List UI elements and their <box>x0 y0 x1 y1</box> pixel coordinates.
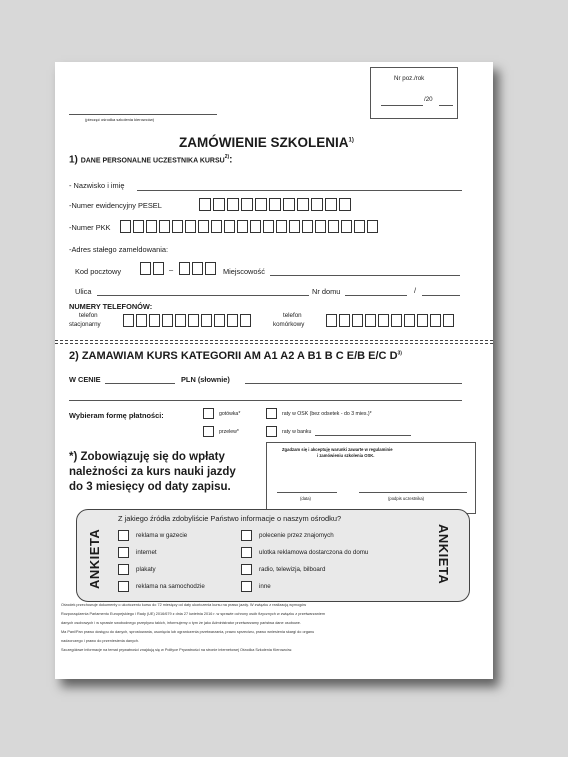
nr-year: /20 <box>424 96 433 103</box>
pkk-label: -Numer PKK <box>69 223 111 232</box>
city-field[interactable] <box>270 275 460 276</box>
survey-car-ad-label: reklama na samochodzie <box>136 583 205 590</box>
street-field[interactable] <box>97 295 309 296</box>
phones-heading: NUMERY TELEFONÓW: <box>69 302 153 311</box>
survey-friends-checkbox[interactable] <box>241 530 252 541</box>
nr-line <box>381 105 423 106</box>
payment-label: Wybieram formę płatności: <box>69 411 164 420</box>
consent-text-2: i zamówieniu szkolenia OSK. <box>317 453 375 458</box>
footer-line-4: Ma Pani/Pan prawo dostępu do danych, sprostowania, usunięcia lub ograniczenia przetwarzania, prawo sprzeciwu, prawo wniesienia skargi do organu <box>61 630 315 634</box>
house-number-field[interactable] <box>345 295 407 296</box>
pkk-field[interactable] <box>120 220 380 233</box>
survey-other-checkbox[interactable] <box>241 581 252 592</box>
footer-line-6: Szczegółowe informacje na temat prywatności znajdują się w Polityce Prywatności na stronie internetowej Ośrodka Szkolenia Kierowców. <box>61 648 293 652</box>
form-title: ZAMÓWIENIE SZKOLENIA$^{1)}$ <box>179 135 354 150</box>
pay-bank-installments-label: raty w banku <box>282 429 312 435</box>
survey-internet-label: internet <box>136 549 157 556</box>
pesel-label: -Numer ewidencyjny PESEL <box>69 201 162 210</box>
commitment-line-1: *) Zobowiązuję się do wpłaty <box>69 451 225 463</box>
section2-heading: 2) ZAMAWIAM KURS KATEGORII AM A1 A2 A B1 B C E/B E/C $D^{3)}$ <box>69 350 402 362</box>
survey-internet-checkbox[interactable] <box>118 547 129 558</box>
pay-transfer-checkbox[interactable] <box>203 426 214 437</box>
commitment-line-3: do 3 miesięcy od daty zapisu. <box>69 481 231 493</box>
survey-car-ad-checkbox[interactable] <box>118 581 129 592</box>
category-eb[interactable]: E/B <box>346 350 366 362</box>
pay-bank-installments-checkbox[interactable] <box>266 426 277 437</box>
postal-code-part2[interactable] <box>179 262 218 275</box>
category-a2[interactable]: A2 <box>280 350 295 362</box>
survey-side-label-left: ANKIETA <box>87 528 102 589</box>
address-label: -Adres stałego zameldowania: <box>69 245 169 254</box>
phone1-label-a: telefon <box>79 312 98 319</box>
apartment-field[interactable] <box>422 295 460 296</box>
stamp-caption: (pieczęć ośrodka szkolenia kierowców) <box>85 117 155 122</box>
phone2-label-b: komórkowy <box>273 321 305 328</box>
survey-posters-checkbox[interactable] <box>118 564 129 575</box>
date-field[interactable] <box>277 492 337 493</box>
mobile-field[interactable] <box>326 314 456 327</box>
commitment-line-2: należności za kurs nauki jazdy <box>69 466 236 478</box>
nr-label: Nr poz./rok <box>394 75 425 82</box>
house-label: Nr domu <box>312 287 341 296</box>
city-label: Miejscowość <box>223 267 265 276</box>
category-d[interactable]: D <box>389 350 398 362</box>
postal-code-part1[interactable] <box>140 262 166 275</box>
survey-radio-tv-checkbox[interactable] <box>241 564 252 575</box>
consent-text-1: Zgadzam się i akceptuję warunki zawarte w regulaminie <box>282 447 393 452</box>
pay-transfer-label: przelew* <box>219 429 239 435</box>
street-label: Ulica <box>75 287 92 296</box>
pln-label: PLN (słownie) <box>181 375 230 384</box>
price-field[interactable] <box>105 383 175 384</box>
category-ec[interactable]: E/C <box>368 350 387 362</box>
survey-newspaper-label: reklama w gazecie <box>136 532 188 539</box>
section1-heading: 1) DANE PERSONALNE UCZESTNIKA KURSU$^{2)}$: <box>69 154 233 166</box>
footer-line-5: nadzorczego i prawo do przeniesienia danych. <box>61 639 140 643</box>
survey-question: Z jakiego źródła zdobyliście Państwo informacje o naszym ośrodku? <box>118 514 342 523</box>
survey-leaflet-label: ulotka reklamowa dostarczona do domu <box>259 549 369 556</box>
survey-radio-tv-label: radio, telewizja, bilboard <box>259 566 326 573</box>
survey-side-label-right: ANKIETA <box>436 524 451 585</box>
footer-line-3: danych osobowych i w sprawie swobodnego przepływu takich, informujemy o tym że jako Administrator przetwarzamy państwa dane osobowe. <box>61 621 301 625</box>
date-caption: (data) <box>300 496 311 501</box>
landline-field[interactable] <box>123 314 253 327</box>
phone1-label-b: stacjonarny <box>69 321 101 328</box>
postal-label: Kod pocztowy <box>75 267 122 276</box>
survey-other-label: inne <box>259 583 271 590</box>
phone2-label-a: telefon <box>283 312 302 319</box>
category-a[interactable]: A <box>296 350 305 362</box>
category-am[interactable]: AM <box>243 350 261 362</box>
footer-line-2: Rozporządzenia Parlamentu Europejskiego i Rady (UE) 2016/679 z dnia 27 kwietnia 2016 r. w sprawie ochrony osób fizycznych w związku z przetwarzaniem <box>61 612 326 616</box>
pay-osk-installments-label: raty w OSK (bez odsetek - do 3 mies.)* <box>282 411 372 417</box>
footer-line-1: Ośrodek przechowuje dokumenty o ukończeniu kursu do 72 miesięcy od daty ukończenia kursu na prawo jazdy. W związku z realizacją wymogów <box>61 603 307 607</box>
survey-friends-label: polecenie przez znajomych <box>259 532 334 539</box>
name-label: - Nazwisko i imię <box>69 181 125 190</box>
category-b1[interactable]: B1 <box>307 350 322 362</box>
year-line <box>439 105 453 106</box>
pesel-field[interactable] <box>199 198 353 211</box>
signature-field[interactable] <box>359 492 467 493</box>
order-form-sheet <box>55 62 493 679</box>
survey-leaflet-checkbox[interactable] <box>241 547 252 558</box>
category-c[interactable]: C <box>335 350 344 362</box>
price-label: W CENIE <box>69 375 101 384</box>
signature-caption: (podpis uczestnika) <box>388 496 425 501</box>
price-words-field[interactable] <box>245 383 462 384</box>
house-slash: / <box>414 286 417 295</box>
name-field[interactable] <box>137 190 462 191</box>
category-b[interactable]: B <box>324 350 333 362</box>
price-words-field-2[interactable] <box>69 400 462 401</box>
stamp-line <box>69 114 217 115</box>
pay-cash-checkbox[interactable] <box>203 408 214 419</box>
category-a1[interactable]: A1 <box>263 350 278 362</box>
cut-line <box>55 340 493 344</box>
bank-name-field[interactable] <box>315 435 411 436</box>
pay-osk-installments-checkbox[interactable] <box>266 408 277 419</box>
pay-cash-label: gotówka* <box>219 411 241 417</box>
survey-newspaper-checkbox[interactable] <box>118 530 129 541</box>
survey-posters-label: plakaty <box>136 566 156 573</box>
postal-dash: – <box>169 265 174 274</box>
